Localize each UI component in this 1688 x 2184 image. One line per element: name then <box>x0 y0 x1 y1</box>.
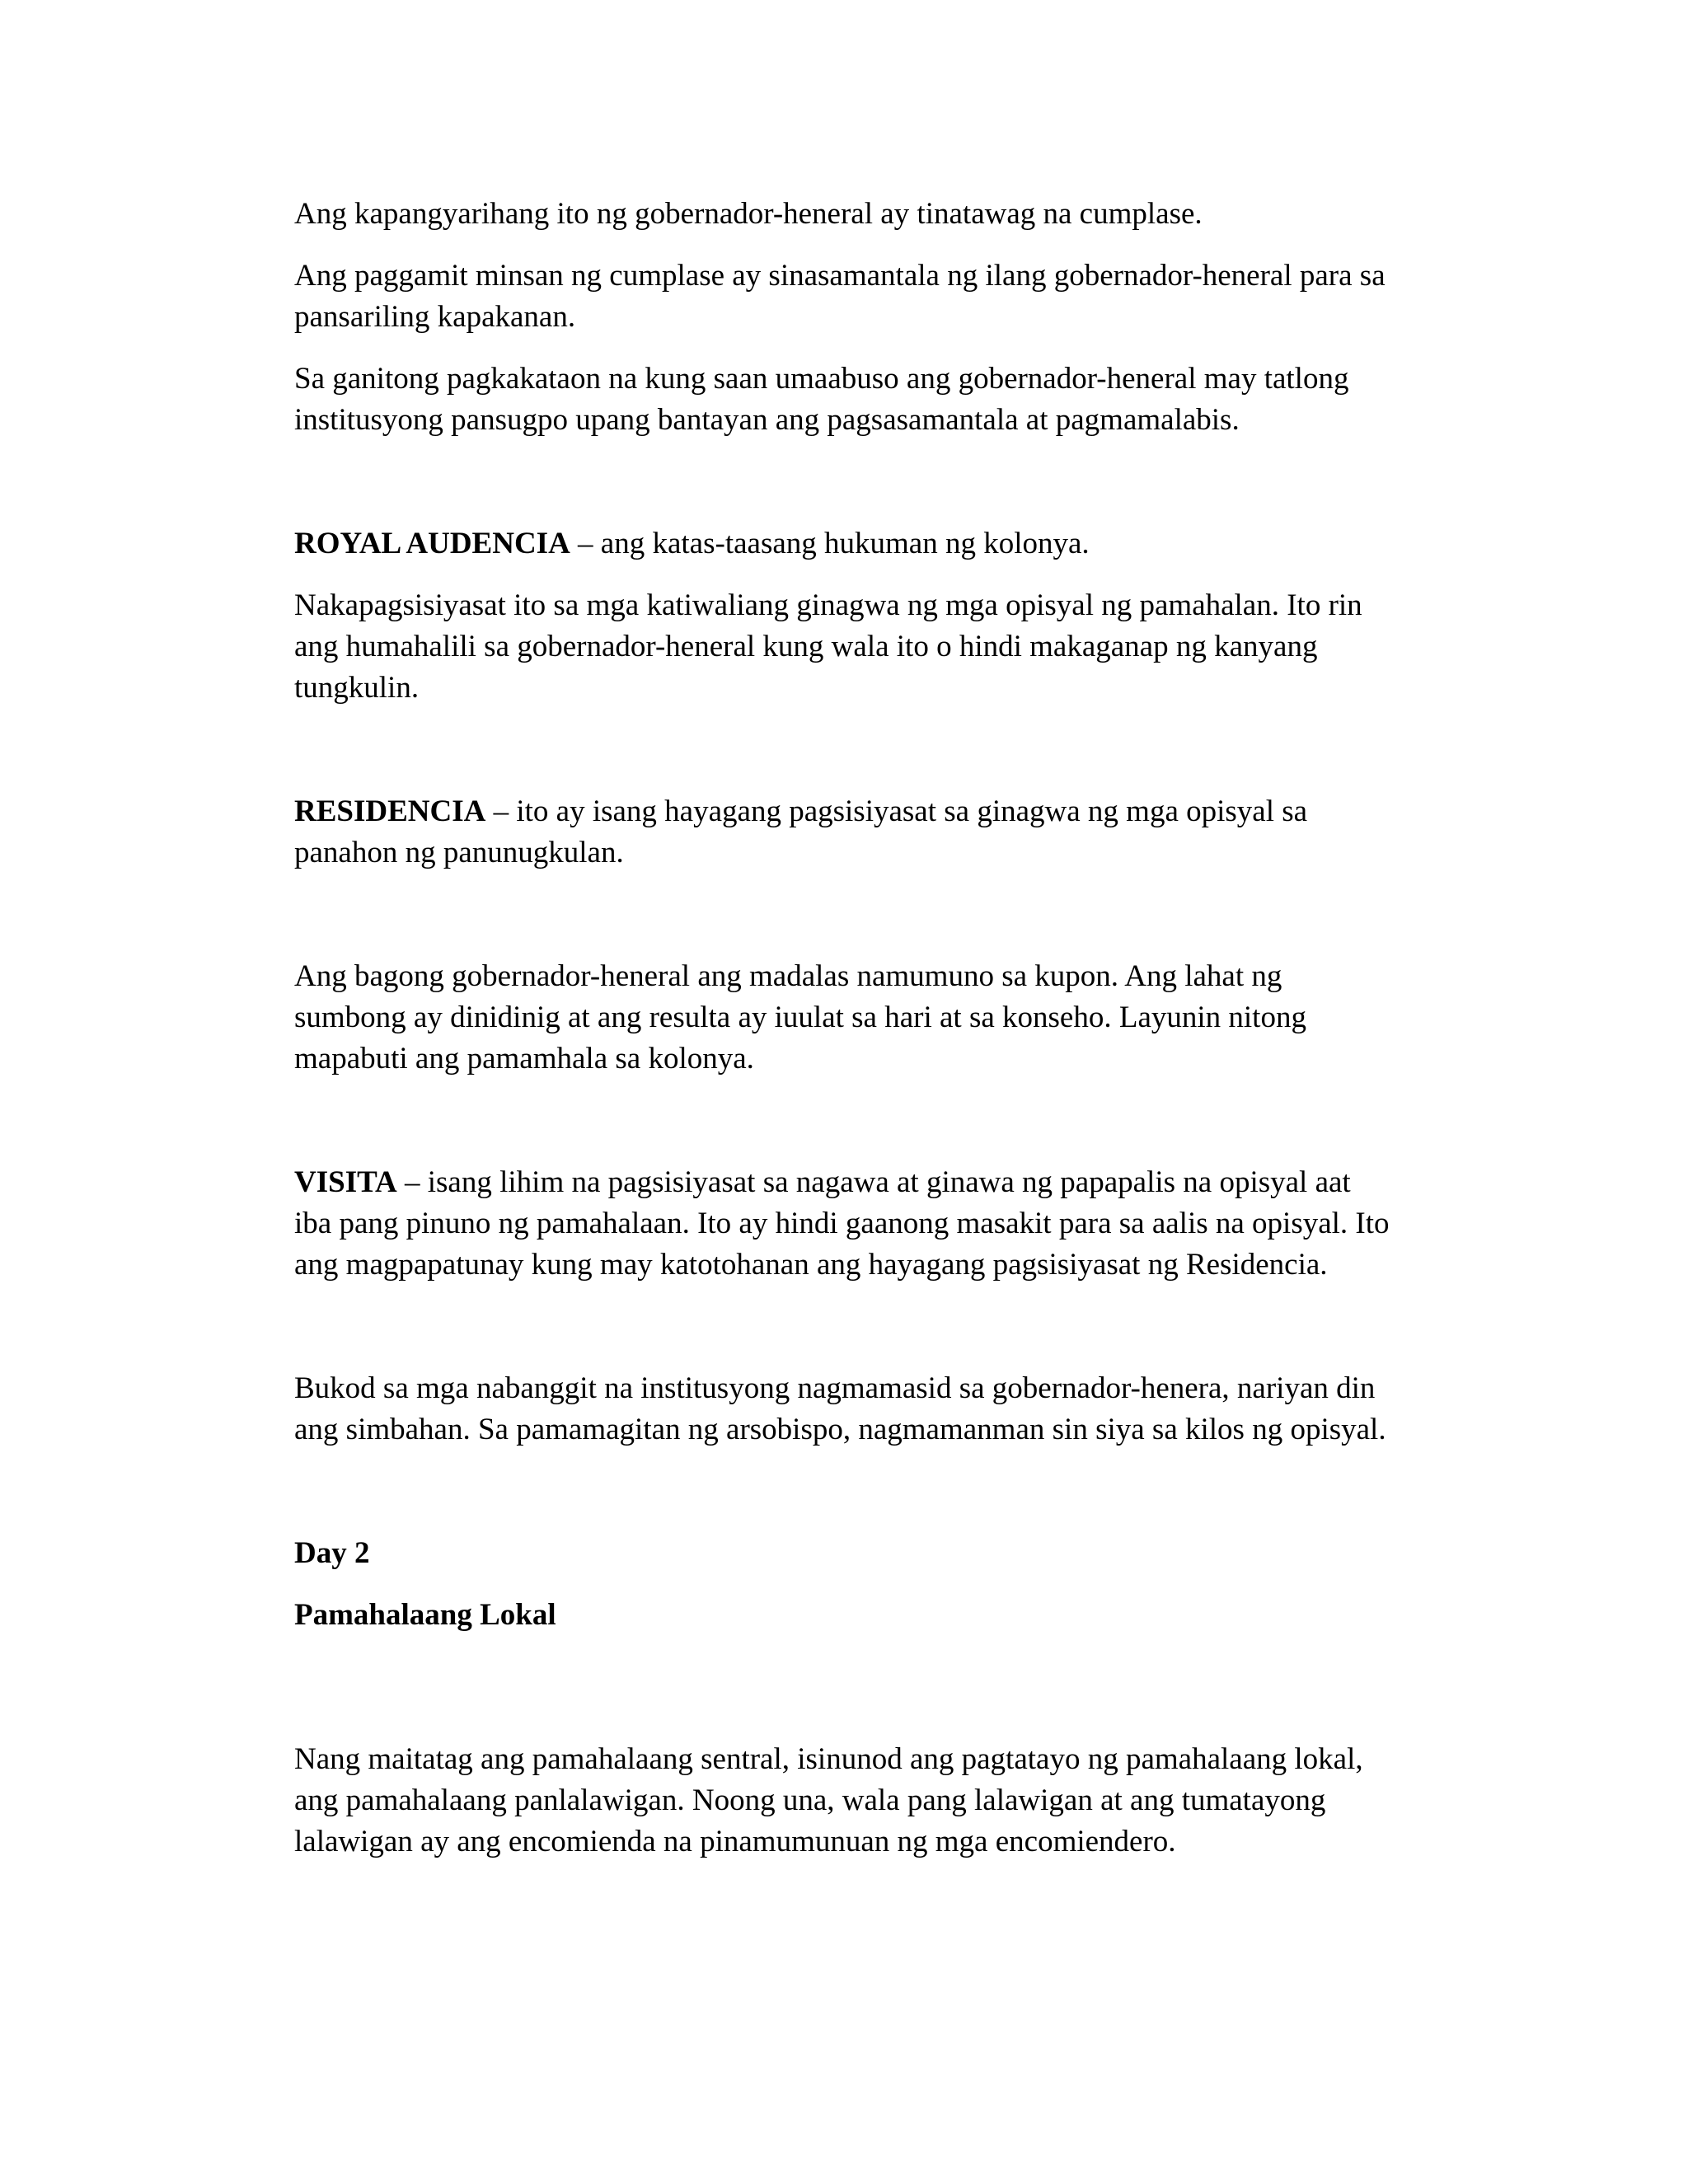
text-line: panahon ng panunugkulan. <box>294 836 624 869</box>
definition-text: – isang lihim na pagsisiyasat sa nagawa at ginawa ng papapalis na opisyal aat <box>396 1165 1351 1199</box>
text-line: Ang paggamit minsan ng cumplase ay sinasamantala ng ilang gobernador-heneral para sa <box>294 259 1386 293</box>
text-line: ang humahalili sa gobernador-heneral kung wala ito o hindi makaganap ng kanyang <box>294 630 1318 663</box>
text-line: iba pang pinuno ng pamahalaan. Ito ay hindi gaanong masakit para sa aalis na opisyal. Ito <box>294 1207 1390 1240</box>
text-line: pansariling kapakanan. <box>294 300 576 334</box>
paragraph-cumplase-intro: Ang kapangyarihang ito ng gobernador-heneral ay tinatawag na cumplase. <box>294 197 1203 231</box>
text-line: ang pamahalaang panlalawigan. Noong una, wala pang lalawigan at ang tumatayong <box>294 1783 1326 1817</box>
text-line: Nang maitatag ang pamahalaang sentral, isinunod ang pagtatayo ng pamahalaang lokal, <box>294 1742 1363 1776</box>
term-royal-audencia: ROYAL AUDENCIA <box>294 527 570 560</box>
text-line: ang magpapatunay kung may katotohanan ang hayagang pagsisiyasat ng Residencia. <box>294 1248 1328 1282</box>
text-line: institusyong pansugpo upang bantayan ang pagsasamantala at pagmamalabis. <box>294 403 1240 437</box>
text-line: tungkulin. <box>294 671 420 705</box>
text-line: Ang bagong gobernador-heneral ang madalas namumuno sa kupon. Ang lahat ng <box>294 959 1282 993</box>
text-line: ang simbahan. Sa pamamagitan ng arsobispo, nagmamanman sin siya sa kilos ng opisyal. <box>294 1413 1386 1446</box>
text-line <box>294 791 1307 832</box>
term-residencia: RESIDENCIA <box>294 794 486 828</box>
text-line: mapabuti ang pamamhala sa kolonya. <box>294 1042 754 1076</box>
text-line: lalawigan ay ang encomienda na pinamumunuan ng mga encomiendero. <box>294 1825 1176 1858</box>
definition-text: – ang katas-taasang hukuman ng kolonya. <box>570 527 1090 560</box>
day-heading: Day 2 <box>294 1536 370 1570</box>
definition-text: – ito ay isang hayagang pagsisiyasat sa ginagwa ng mga opisyal sa <box>485 794 1308 828</box>
text-line <box>294 1162 1351 1203</box>
text-line: sumbong ay dinidinig at ang resulta ay iuulat sa hari at sa konseho. Layunin nitong <box>294 1001 1306 1034</box>
term-visita: VISITA <box>294 1165 397 1199</box>
royal-audencia-definition <box>294 523 1090 565</box>
text-line: Bukod sa mga nabanggit na institusyong nagmamasid sa gobernador-henera, nariyan din <box>294 1371 1376 1405</box>
text-line: Nakapagsisiyasat ito sa mga katiwaliang ginagwa ng mga opisyal ng pamahalan. Ito rin <box>294 588 1362 622</box>
text-line: Sa ganitong pagkakataon na kung saan umaabuso ang gobernador-heneral may tatlong <box>294 362 1349 396</box>
section-title: Pamahalaang Lokal <box>294 1598 556 1632</box>
